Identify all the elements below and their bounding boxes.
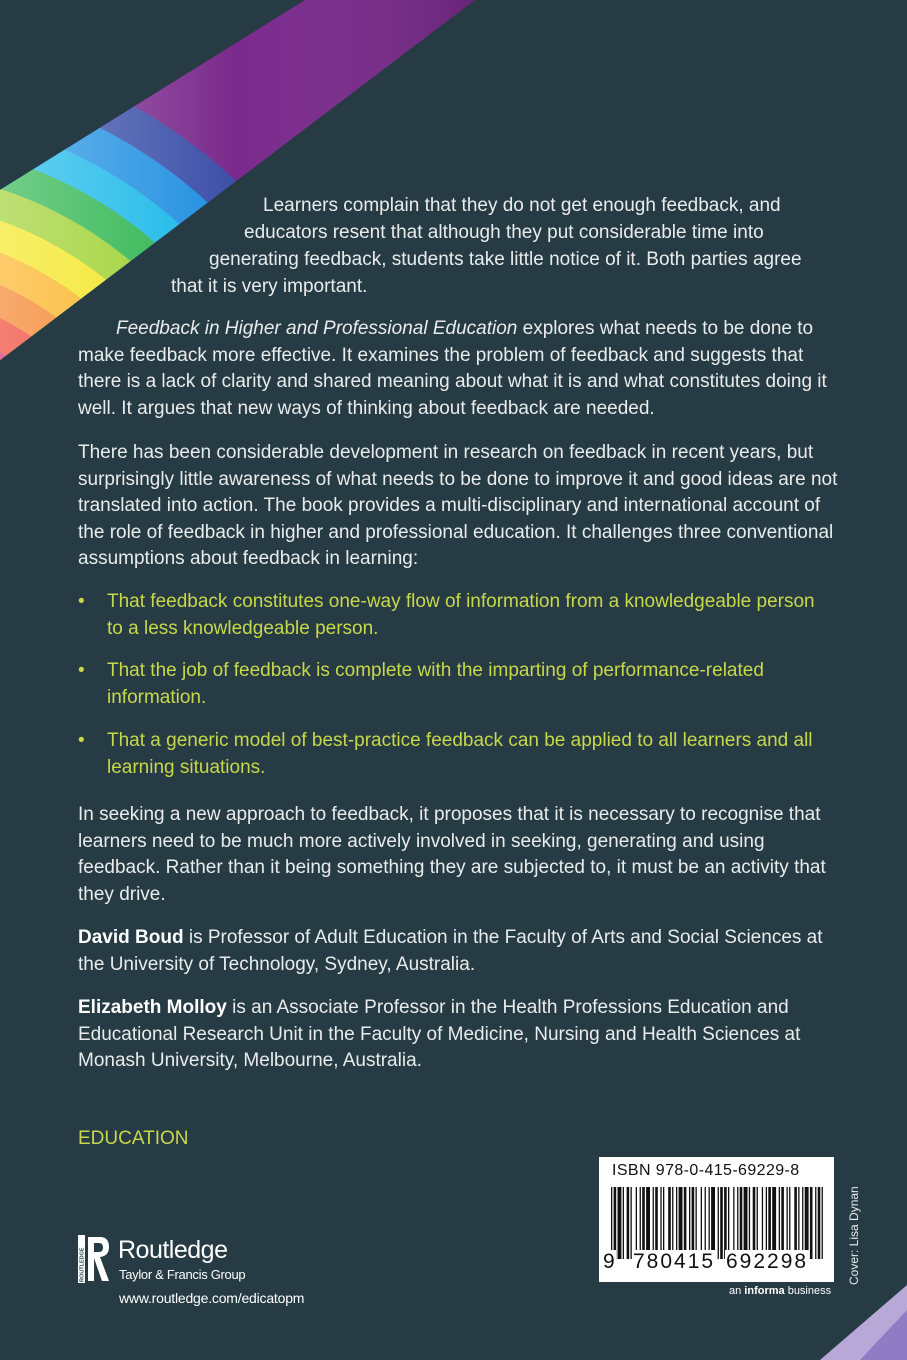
barcode-bar — [646, 1187, 650, 1259]
research-paragraph: There has been considerable development in research on feedback in recent years, but surprisingly little awareness of what needs to be done to improve it and good ideas are not translated into action. The book provides a multi-disciplinary and international account of the role of feedback in higher and professional education. It challenges three conventional assumptions about feedback in learning: — [78, 442, 838, 569]
subject-label: EDUCATION — [78, 1128, 189, 1149]
barcode-bar — [798, 1187, 799, 1259]
barcode-bar — [668, 1187, 671, 1259]
author-name: David Boud — [78, 927, 184, 948]
intro-line-2: educators resent that although they put considerable time into — [244, 222, 764, 243]
barcode-bar — [618, 1187, 622, 1259]
barcode-digits-left: 780415 — [633, 1250, 716, 1273]
barcode-bar — [711, 1187, 715, 1259]
barcode-bar — [740, 1187, 743, 1259]
barcode-digit-lead: 9 — [603, 1250, 615, 1273]
logo-vertical-text: ROUTLEDGE — [79, 1247, 86, 1282]
bullet-item — [78, 728, 818, 781]
barcode-bar — [815, 1187, 816, 1259]
author-bio-text: is Professor of Adult Education in the Faculty of Arts and Social Sciences at the University of Technology, Sydney, Australia. — [78, 927, 823, 975]
bullet-text: That a generic model of best-practice feedback can be applied to all learners and all learning situations. — [107, 730, 813, 778]
barcode-bar — [737, 1187, 738, 1259]
barcode-bar — [636, 1187, 637, 1259]
barcode-bar — [762, 1187, 763, 1259]
barcode-bar — [611, 1187, 612, 1259]
barcode-bar — [672, 1187, 673, 1259]
barcode-bar — [822, 1187, 823, 1259]
barcode-bar — [689, 1187, 690, 1259]
barcode-bar — [749, 1187, 750, 1259]
barcode-bar — [684, 1187, 687, 1259]
barcode-bar — [623, 1187, 624, 1259]
isbn-barcode — [599, 1157, 834, 1282]
barcode-bar — [728, 1187, 729, 1259]
book-title: Feedback in Higher and Professional Education — [116, 318, 518, 339]
bullet-item — [78, 658, 818, 711]
author-name: Elizabeth Molloy — [78, 997, 227, 1018]
barcode-bar — [705, 1187, 706, 1259]
informa-brand: informa — [744, 1285, 785, 1297]
barcode-bar — [802, 1187, 803, 1259]
barcode-bar — [733, 1187, 734, 1259]
approach-paragraph: In seeking a new approach to feedback, it proposes that it is necessary to recognise that learners need to be much more actively involved in seeking, generating and using feedback. Rather than it being something they are subjected to, it must be an activity that they drive. — [78, 804, 826, 905]
barcode-bar — [692, 1187, 695, 1259]
barcode-bar — [810, 1187, 813, 1259]
publisher-name: Routledge — [118, 1236, 228, 1264]
publisher-group: Taylor & Francis Group — [119, 1267, 246, 1282]
cover-credit: Cover: Lisa Dynan — [847, 1186, 861, 1285]
routledge-logo-icon — [78, 1233, 112, 1285]
barcode-bar — [757, 1187, 758, 1259]
bullet-item — [78, 589, 818, 642]
intro-line-4: that it is very important. — [171, 276, 368, 297]
publisher-url[interactable]: www.routledge.com/edicatopm — [119, 1290, 305, 1306]
barcode-bar — [701, 1187, 702, 1259]
barcode-bar — [642, 1187, 645, 1259]
barcode-bar — [640, 1187, 641, 1259]
barcode-bar — [789, 1187, 790, 1259]
barcode-bar — [614, 1187, 617, 1259]
barcode-bar — [768, 1187, 771, 1259]
barcode-bar — [753, 1187, 756, 1259]
barcode-bars — [611, 1187, 823, 1259]
informa-tagline — [729, 1285, 831, 1297]
author-bio — [78, 995, 838, 1075]
informa-suffix: business — [784, 1285, 832, 1297]
barcode-bar — [653, 1187, 654, 1259]
barcode-bar — [818, 1187, 821, 1259]
barcode-bar — [663, 1187, 664, 1259]
barcode-bar — [781, 1187, 784, 1259]
barcode-bar — [787, 1187, 788, 1259]
barcode-bar — [655, 1187, 658, 1259]
barcode-bar — [660, 1187, 661, 1259]
description-paragraph — [78, 316, 838, 422]
barcode-digits-right: 692298 — [726, 1250, 809, 1273]
barcode-bar — [718, 1187, 719, 1259]
barcode-bar — [772, 1187, 776, 1259]
intro-line-1: Learners complain that they do not get enough feedback, and — [263, 195, 781, 216]
barcode-bar — [766, 1187, 767, 1259]
barcode-bar — [794, 1187, 797, 1259]
intro-line-3: generating feedback, students take little notice of it. Both parties agree — [209, 249, 802, 270]
bullet-marker: • — [78, 660, 85, 681]
barcode-bar — [720, 1187, 723, 1259]
bullet-text: That feedback constitutes one-way flow of information from a knowledgeable person to a less knowledgeable person. — [107, 591, 815, 639]
barcode-bar — [627, 1187, 630, 1259]
author-bio — [78, 925, 838, 978]
barcode-bar — [779, 1187, 780, 1259]
barcode-bar — [631, 1187, 632, 1259]
author-bio-text: is an Associate Professor in the Health Professions Education and Educational Research Unit in the Faculty of Medicine, Nursing and Health Sciences at Monash University, Melbourne, Australia. — [78, 997, 801, 1071]
bullet-text: That the job of feedback is complete with the imparting of performance-related information. — [107, 660, 764, 708]
barcode-bar — [805, 1187, 809, 1259]
bullet-marker: • — [78, 591, 85, 612]
barcode-bar — [696, 1187, 697, 1259]
bullet-marker: • — [78, 730, 85, 751]
barcode-bar — [679, 1187, 683, 1259]
description-text: explores what needs to be done to make feedback more effective. It examines the problem of feedback and suggests that there is a lack of clarity and shared meaning about what it is and what constitutes doing it well. It argues that new ways of thinking about feedback are needed. — [78, 318, 827, 419]
barcode-bar — [709, 1187, 710, 1259]
barcode-bar — [724, 1187, 727, 1259]
barcode-bar — [676, 1187, 677, 1259]
isbn-number: ISBN 978-0-415-69229-8 — [612, 1162, 800, 1179]
informa-prefix: an — [729, 1285, 745, 1297]
barcode-bar — [744, 1187, 748, 1259]
